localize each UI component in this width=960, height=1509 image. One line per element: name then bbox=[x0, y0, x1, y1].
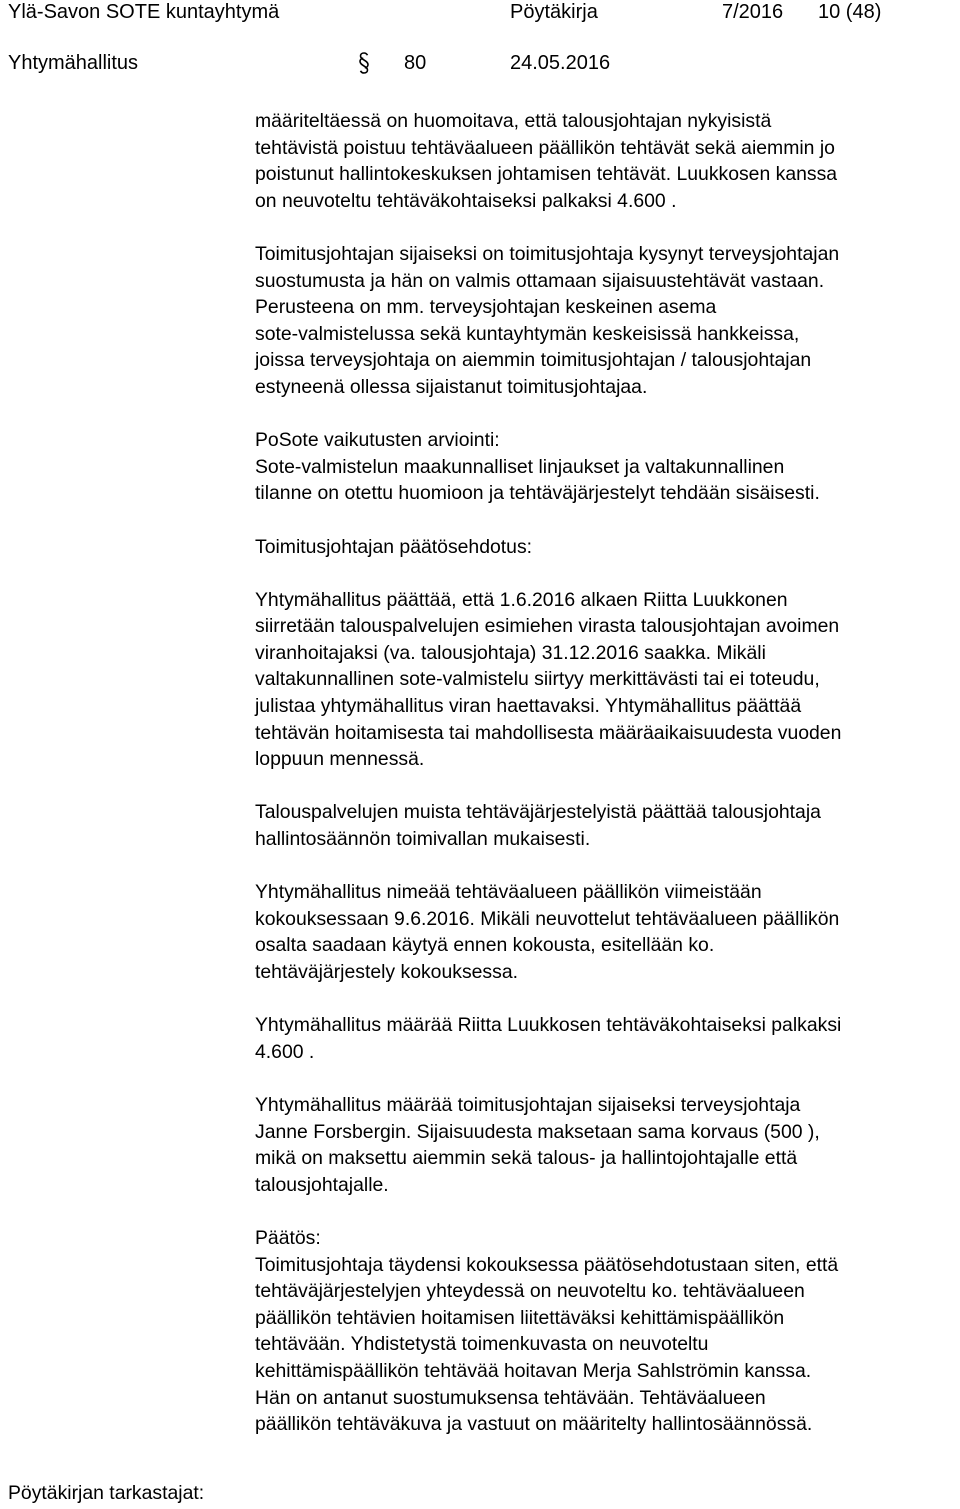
text-line: Janne Forsbergin. Sijaisuudesta maksetaan sama korvaus (500 ), bbox=[255, 1120, 820, 1143]
text-line: valtakunnallinen sote-valmistelu siirtyy merkittävästi tai ei toteudu, bbox=[255, 668, 820, 691]
text-line: 4.600 . bbox=[255, 1040, 315, 1063]
text-line: joissa terveysjohtaja on aiemmin toimitusjohtajan / talousjohtajan bbox=[255, 349, 812, 372]
minutes-body bbox=[255, 108, 955, 1438]
text-line: Hän on antanut suostumuksensa tehtävään. Tehtäväalueen bbox=[255, 1386, 766, 1409]
text-line: määriteltäessä on huomoitava, että talousjohtajan nykyisistä bbox=[255, 110, 772, 132]
text-line: tehtäväjärjestely kokouksessa. bbox=[255, 961, 518, 983]
text-line: Toimitusjohtajan sijaiseksi on toimitusjohtaja kysynyt terveysjohtajan bbox=[255, 242, 840, 265]
text-line: siirretään talouspalvelujen esimiehen virasta talousjohtajan avoimen bbox=[255, 615, 840, 638]
decision-heading: Päätös: bbox=[255, 1226, 321, 1249]
minutes-reviewers-label: Pöytäkirjan tarkastajat: bbox=[8, 1482, 205, 1504]
section-sign-icon bbox=[358, 52, 370, 74]
text-line: sote-valmistelussa sekä kuntayhtymän keskeisissä hankkeissa, bbox=[255, 322, 800, 345]
text-line: Yhtymähallitus päättää, että 1.6.2016 alkaen Riitta Luukkonen bbox=[255, 588, 788, 611]
section-number: 80 bbox=[404, 52, 427, 74]
document-type: Pöytäkirja bbox=[510, 1, 598, 23]
paragraph-salary-decision bbox=[255, 1012, 955, 1065]
text-line: tehtävään. Yhdistetystä toimenkuvasta on neuvoteltu bbox=[255, 1333, 709, 1356]
page-number: 10 (48) bbox=[818, 1, 882, 23]
paragraph-salary-negotiation bbox=[255, 108, 955, 214]
proposal-heading-block bbox=[255, 534, 955, 561]
paragraph-final-decision bbox=[255, 1225, 955, 1438]
text-line: osalta saadaan käytyä ennen kokousta, esitellään ko. bbox=[255, 934, 715, 957]
text-line: viranhoitajaksi (va. talousjohtaja) 31.12.2016 saakka. Mikäli bbox=[255, 641, 766, 664]
text-line: tilanne on otettu huomioon ja tehtäväjärjestelyt tehdään sisäisesti. bbox=[255, 482, 820, 505]
text-line: päällikön tehtäväkuva ja vastuut on määritelty hallintosäännössä. bbox=[255, 1413, 813, 1436]
posote-heading: PoSote vaikutusten arviointi: bbox=[255, 429, 500, 452]
paragraph-deputy-decision bbox=[255, 1092, 955, 1198]
paragraph-finance-arrangements bbox=[255, 799, 955, 852]
governing-body: Yhtymähallitus bbox=[8, 52, 139, 74]
text-line: mikä on maksettu aiemmin sekä talous- ja hallintojohtajalle että bbox=[255, 1147, 798, 1170]
text-line: Toimitusjohtaja täydensi kokouksessa päätösehdotustaan siten, että bbox=[255, 1253, 839, 1276]
text-line: julistaa yhtymähallitus viran haettavaksi. Yhtymähallitus päättää bbox=[255, 695, 802, 718]
text-line: Sote-valmistelun maakunnalliset linjaukset ja valtakunnallinen bbox=[255, 455, 785, 478]
text-line: Yhtymähallitus nimeää tehtäväalueen päällikön viimeistään bbox=[255, 881, 762, 904]
paragraph-area-manager bbox=[255, 879, 955, 985]
text-line: Talouspalvelujen muista tehtäväjärjestelyistä päättää talousjohtaja bbox=[255, 801, 821, 824]
text-line: kehittämispäällikön tehtävää hoitavan Merja Sahlströmin kanssa. bbox=[255, 1359, 812, 1382]
text-line: Yhtymähallitus määrää Riitta Luukkosen tehtäväkohtaiseksi palkaksi bbox=[255, 1014, 842, 1037]
text-line: suostumusta ja hän on valmis ottamaan sijaisuustehtävät vastaan. bbox=[255, 269, 825, 292]
text-line: on neuvoteltu tehtäväkohtaiseksi palkaksi 4.600 . bbox=[255, 189, 677, 212]
paragraph-decision-appointment bbox=[255, 587, 955, 773]
document-number: 7/2016 bbox=[722, 1, 784, 23]
paragraph-posote-assessment bbox=[255, 427, 955, 507]
text-line: kokouksessaan 9.6.2016. Mikäli neuvottelut tehtäväalueen päällikön bbox=[255, 907, 840, 930]
proposal-heading: Toimitusjohtajan päätösehdotus: bbox=[255, 535, 533, 558]
text-line: loppuun mennessä. bbox=[255, 748, 425, 771]
text-line: talousjohtajalle. bbox=[255, 1173, 389, 1196]
text-line: tehtäväjärjestelyjen yhteydessä on neuvoteltu ko. tehtäväalueen bbox=[255, 1280, 805, 1303]
text-line: Perusteena on mm. terveysjohtajan keskeinen asema bbox=[255, 296, 717, 319]
paragraph-deputy-ceo bbox=[255, 241, 955, 401]
text-line: päällikön tehtävien hoitamisen liitettäväksi kehittämispäällikön bbox=[255, 1306, 785, 1329]
organization-name: Ylä-Savon SOTE kuntayhtymä bbox=[8, 1, 280, 23]
text-line: tehtävän hoitamisesta tai mahdollisesta määräaikaisuudesta vuoden bbox=[255, 721, 842, 744]
text-line: estyneenä ollessa sijaistanut toimitusjohtajaa. bbox=[255, 375, 648, 398]
text-line: poistunut hallintokeskuksen johtamisen tehtävät. Luukkosen kanssa bbox=[255, 163, 838, 186]
text-line: hallintosäännön toimivallan mukaisesti. bbox=[255, 828, 591, 851]
text-line: tehtävistä poistuu tehtäväalueen päällikön tehtävät sekä aiemmin jo bbox=[255, 136, 835, 159]
meeting-date: 24.05.2016 bbox=[510, 52, 611, 74]
text-line: Yhtymähallitus määrää toimitusjohtajan sijaiseksi terveysjohtaja bbox=[255, 1093, 801, 1116]
